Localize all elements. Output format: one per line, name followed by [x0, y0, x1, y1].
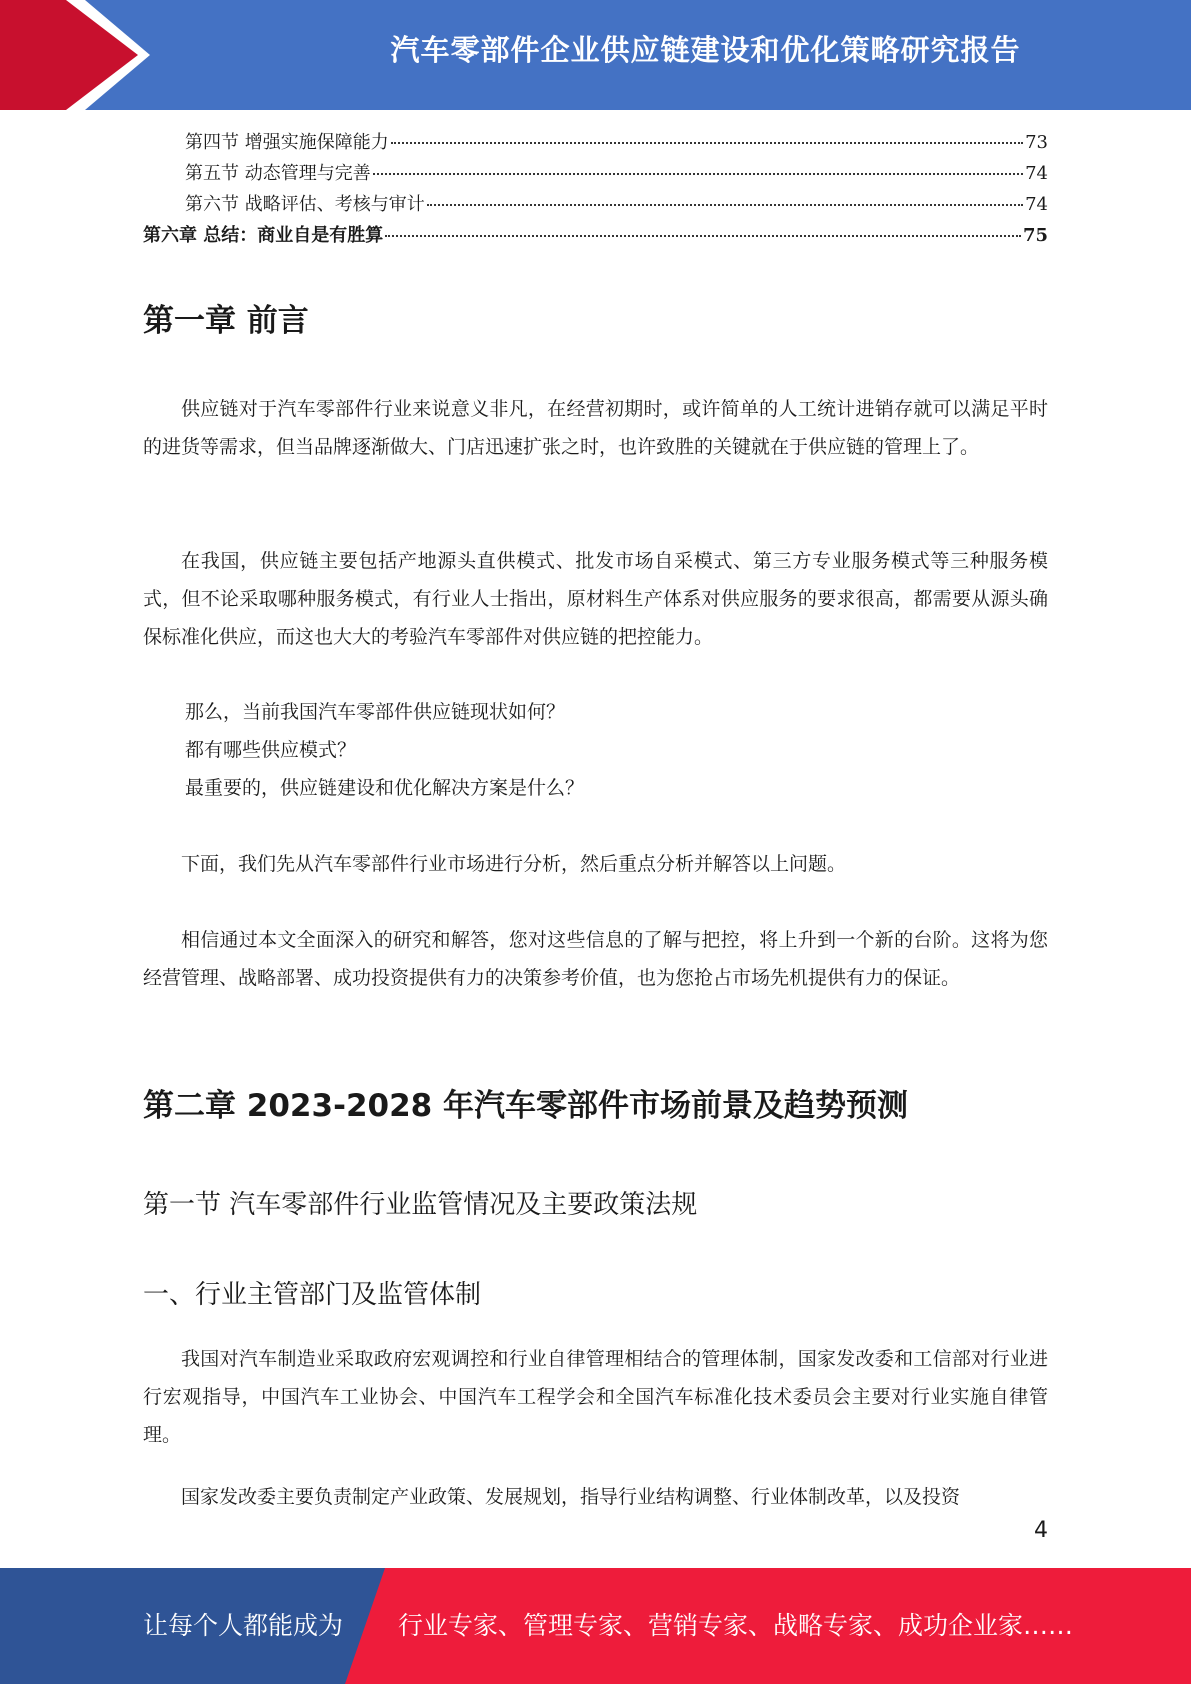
toc-entry[interactable] [143, 128, 1048, 159]
paragraph: 国家发改委主要负责制定产业政策、发展规划，指导行业结构调整、行业体制改革，以及投资 [181, 1486, 961, 1508]
toc-leader-dots [391, 142, 1023, 144]
section-heading: 第一节 汽车零部件行业监管情况及主要政策法规 [143, 1190, 698, 1220]
toc-leader-dots [385, 235, 1021, 237]
paragraph: 我国对汽车制造业采取政府宏观调控和行业自律管理相结合的管理体制，国家发改委和工信部对行业进行宏观指导，中国汽车工业协会、中国汽车工程学会和全国汽车标准化技术委员会主要对行业实施自律管理。 [143, 1348, 1048, 1446]
toc-entry-title: 第四节 增强实施保障能力 [185, 132, 389, 153]
toc-leader-dots [427, 204, 1023, 206]
footer-slogan-right: 行业专家、管理专家、营销专家、战略专家、成功企业家…… [398, 1611, 1074, 1640]
page-number: 4 [1034, 1518, 1048, 1543]
toc-entry-page: 74 [1025, 194, 1048, 215]
footer-slogan-left: 让每个人都能成为 [143, 1611, 344, 1640]
question-line: 最重要的，供应链建设和优化解决方案是什么？ [185, 777, 585, 799]
chapter-heading: 第一章 前言 [143, 303, 309, 339]
toc-entry-title: 第五节 动态管理与完善 [185, 163, 371, 184]
toc-entry[interactable] [143, 159, 1048, 190]
table-of-contents [143, 128, 1048, 252]
toc-leader-dots [373, 173, 1023, 175]
header-chevron [0, 0, 138, 110]
toc-entry-page: 75 [1022, 225, 1048, 246]
question-line: 都有哪些供应模式？ [185, 739, 357, 761]
paragraph: 下面，我们先从汽车零部件行业市场进行分析，然后重点分析并解答以上问题。 [181, 853, 847, 875]
footer-banner [0, 1568, 1191, 1684]
toc-entry-title: 第六节 战略评估、考核与审计 [185, 194, 425, 215]
chapter-heading: 第二章 2023-2028 年汽车零部件市场前景及趋势预测 [143, 1088, 909, 1124]
toc-entry-chapter[interactable] [143, 221, 1048, 252]
toc-entry-page: 74 [1025, 163, 1048, 184]
toc-entry[interactable] [143, 190, 1048, 221]
question-line: 那么，当前我国汽车零部件供应链现状如何？ [185, 701, 566, 723]
toc-entry-title: 第六章 总结：商业自是有胜算 [143, 225, 384, 246]
paragraph: 在我国，供应链主要包括产地源头直供模式、批发市场自采模式、第三方专业服务模式等三种服务模式，但不论采取哪种服务模式，有行业人士指出，原材料生产体系对供应服务的要求很高，都需要从源头确保标准化供应，而这也大大的考验汽车零部件对供应链的把控能力。 [143, 550, 1048, 648]
paragraph: 相信通过本文全面深入的研究和解答，您对这些信息的了解与把控，将上升到一个新的台阶。这将为您经营管理、战略部署、成功投资提供有力的决策参考价值，也为您抢占市场先机提供有力的保证。 [143, 929, 1048, 989]
header-banner [0, 0, 1191, 110]
toc-entry-page: 73 [1025, 132, 1048, 153]
paragraph: 供应链对于汽车零部件行业来说意义非凡，在经营初期时，或许简单的人工统计进销存就可以满足平时的进货等需求，但当品牌逐渐做大、门店迅速扩张之时，也许致胜的关键就在于供应链的管理上了。 [143, 398, 1048, 458]
subsection-heading: 一、行业主管部门及监管体制 [143, 1280, 482, 1310]
report-title: 汽车零部件企业供应链建设和优化策略研究报告 [390, 33, 1021, 67]
